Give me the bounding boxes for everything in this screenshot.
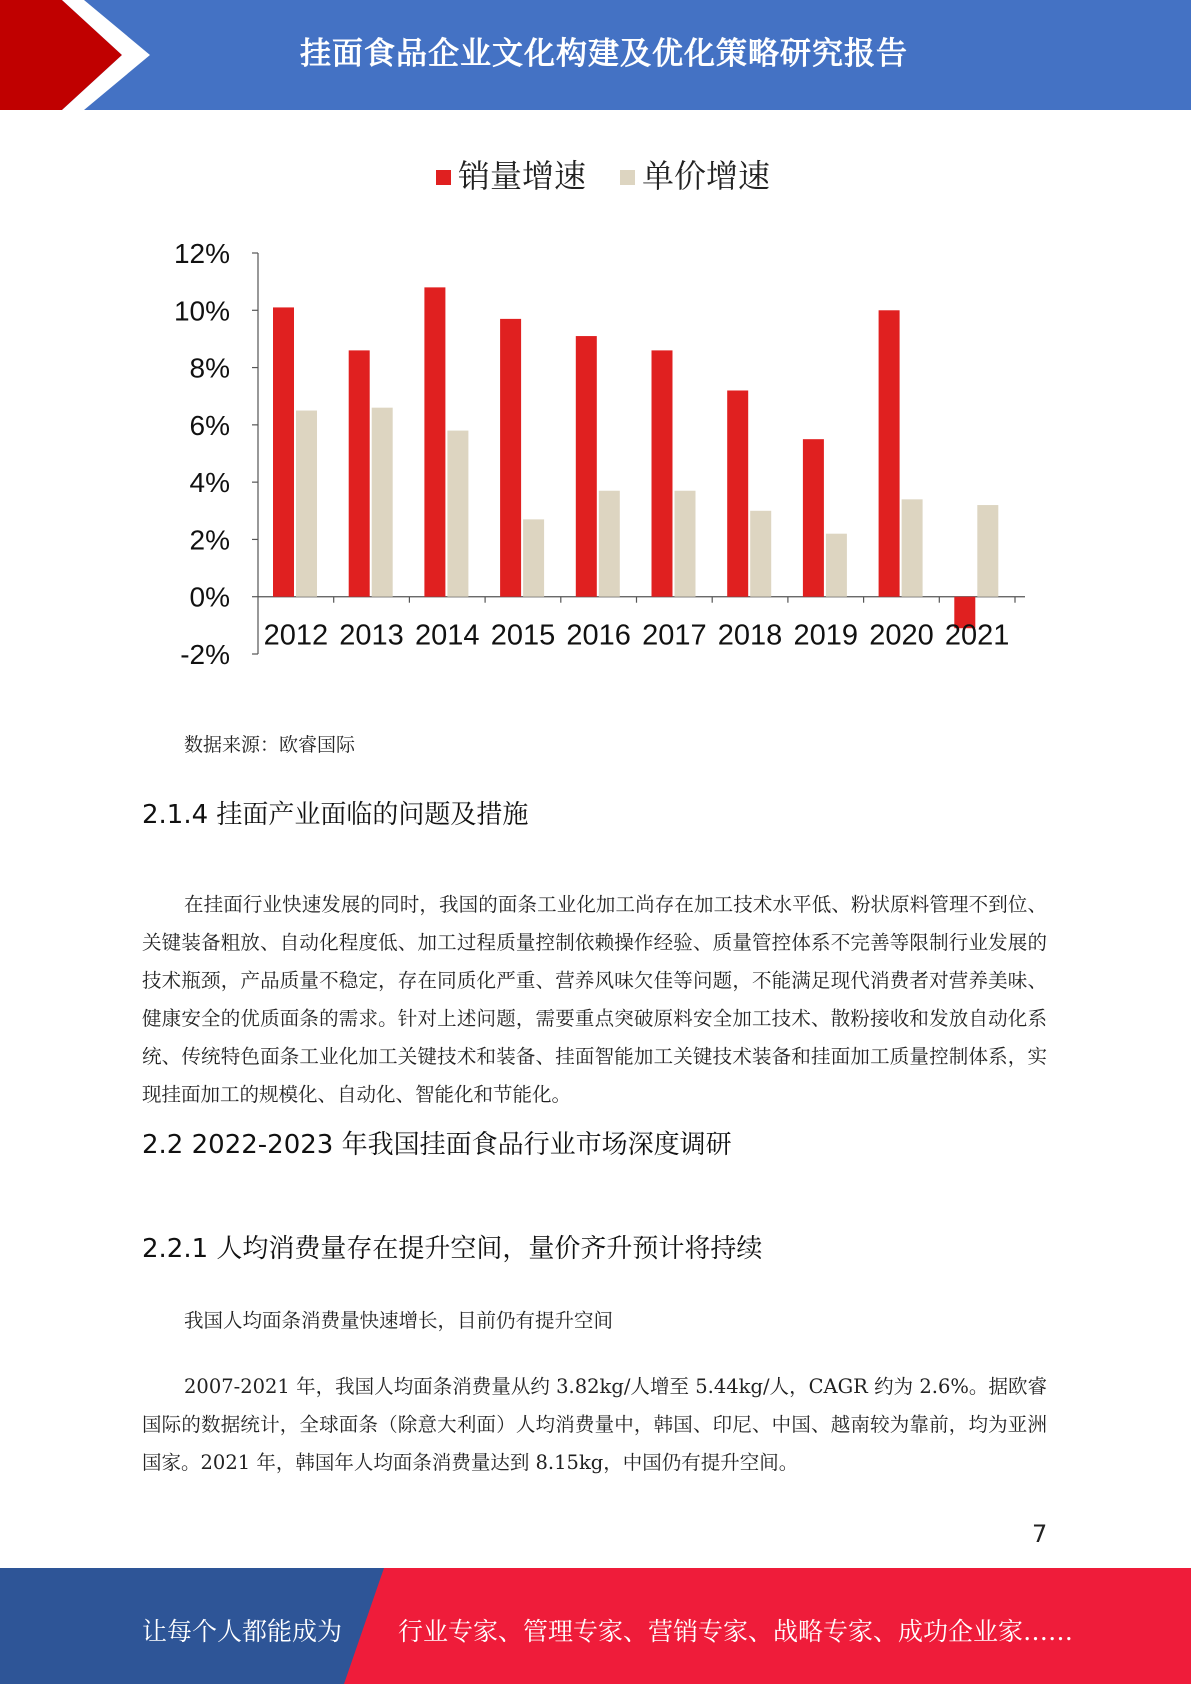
x-tick-label-2020: 2020 <box>869 619 934 652</box>
bar-sales-2012 <box>273 307 294 596</box>
x-tick-label-2014: 2014 <box>414 619 480 652</box>
bar-sales-2018 <box>727 390 748 596</box>
bar-price-2020 <box>902 499 923 596</box>
bar-price-2016 <box>599 491 620 597</box>
bar-price-2018 <box>750 511 771 597</box>
bar-price-2015 <box>523 519 544 596</box>
legend-swatch-2 <box>620 170 635 185</box>
section-heading-2-1-4: 2.1.4 挂面产业面临的问题及措施 <box>142 800 529 830</box>
bar-chart <box>140 140 1040 700</box>
x-tick-label-2013: 2013 <box>339 619 404 652</box>
data-source-note: 数据来源：欧睿国际 <box>184 734 356 756</box>
bar-price-2019 <box>826 534 847 597</box>
x-tick-label-2021: 2021 <box>944 619 1010 652</box>
bar-sales-2019 <box>803 439 824 597</box>
bar-sales-2014 <box>424 287 445 596</box>
page-footer <box>0 1568 1191 1684</box>
footer-slogan-left: 让每个人都能成为 <box>142 1617 343 1646</box>
x-tick-label-2018: 2018 <box>717 619 783 652</box>
x-tick-label-2019: 2019 <box>793 619 859 652</box>
paragraph-2-2-1: 2007-2021 年，我国人均面条消费量从约 3.82kg/人增至 5.44kg/人，CAGR 约为 2.6%。据欧睿国际的数据统计，全球面条（除意大利面）人均消费量中，韩国、印尼、中国、越南较为靠前，均为亚洲国家。2021 年，韩国年人均面条消费量达到 8.15kg，中国仍有提升空间。 <box>142 1375 1047 1474</box>
x-tick-label-2016: 2016 <box>566 619 631 652</box>
bar-price-2012 <box>296 411 317 597</box>
legend-label-1: 销量增速 <box>458 157 587 195</box>
subheading-2-2-1: 我国人均面条消费量快速增长，目前仍有提升空间 <box>184 1309 614 1332</box>
y-tick-label: 6% <box>189 409 230 441</box>
footer-slogan-right: 行业专家、管理专家、营销专家、战略专家、成功企业家…… <box>398 1617 1074 1646</box>
y-tick-label: 4% <box>189 467 230 499</box>
y-tick-label: 12% <box>173 238 230 269</box>
bar-sales-2017 <box>652 350 673 596</box>
y-tick-label: -2% <box>180 639 230 670</box>
bar-sales-2013 <box>349 350 370 596</box>
document-title: 挂面食品企业文化构建及优化策略研究报告 <box>300 36 908 72</box>
bar-price-2017 <box>675 491 696 597</box>
y-tick-label: 8% <box>189 352 230 384</box>
page-header <box>0 0 1191 110</box>
bar-sales-2015 <box>500 319 521 597</box>
y-tick-label: 2% <box>189 524 230 556</box>
bar-price-2021 <box>977 505 998 597</box>
legend-swatch-1 <box>436 170 451 185</box>
bar-price-2013 <box>372 408 393 597</box>
bar-sales-2020 <box>879 310 900 596</box>
x-tick-label-2015: 2015 <box>490 619 556 652</box>
y-tick-label: 0% <box>189 581 230 613</box>
bar-price-2014 <box>447 431 468 597</box>
y-tick-label: 10% <box>173 295 230 327</box>
legend-label-2: 单价增速 <box>642 157 771 195</box>
section-heading-2-2: 2.2 2022-2023 年我国挂面食品行业市场深度调研 <box>142 1130 732 1160</box>
bar-sales-2016 <box>576 336 597 597</box>
x-tick-label-2017: 2017 <box>642 619 707 652</box>
paragraph-2-1-4: 在挂面行业快速发展的同时，我国的面条工业化加工尚存在加工技术水平低、粉状原料管理不到位、关键装备粗放、自动化程度低、加工过程质量控制依赖操作经验、质量管控体系不完善等限制行业发展的技术瓶颈，产品质量不稳定，存在同质化严重、营养风味欠佳等问题，不能满足现代消费者对营养美味、健康安全的优质面条的需求。针对上述问题，需要重点突破原料安全加工技术、散粉接收和发放自动化系统、传统特色面条工业化加工关键技术和装备、挂面智能加工关键技术装备和挂面加工质量控制体系，实现挂面加工的规模化、自动化、智能化和节能化。 <box>142 893 1047 1106</box>
x-tick-label-2012: 2012 <box>263 619 329 652</box>
page-number: 7 <box>1032 1520 1048 1548</box>
section-heading-2-2-1: 2.2.1 人均消费量存在提升空间，量价齐升预计将持续 <box>142 1234 763 1264</box>
